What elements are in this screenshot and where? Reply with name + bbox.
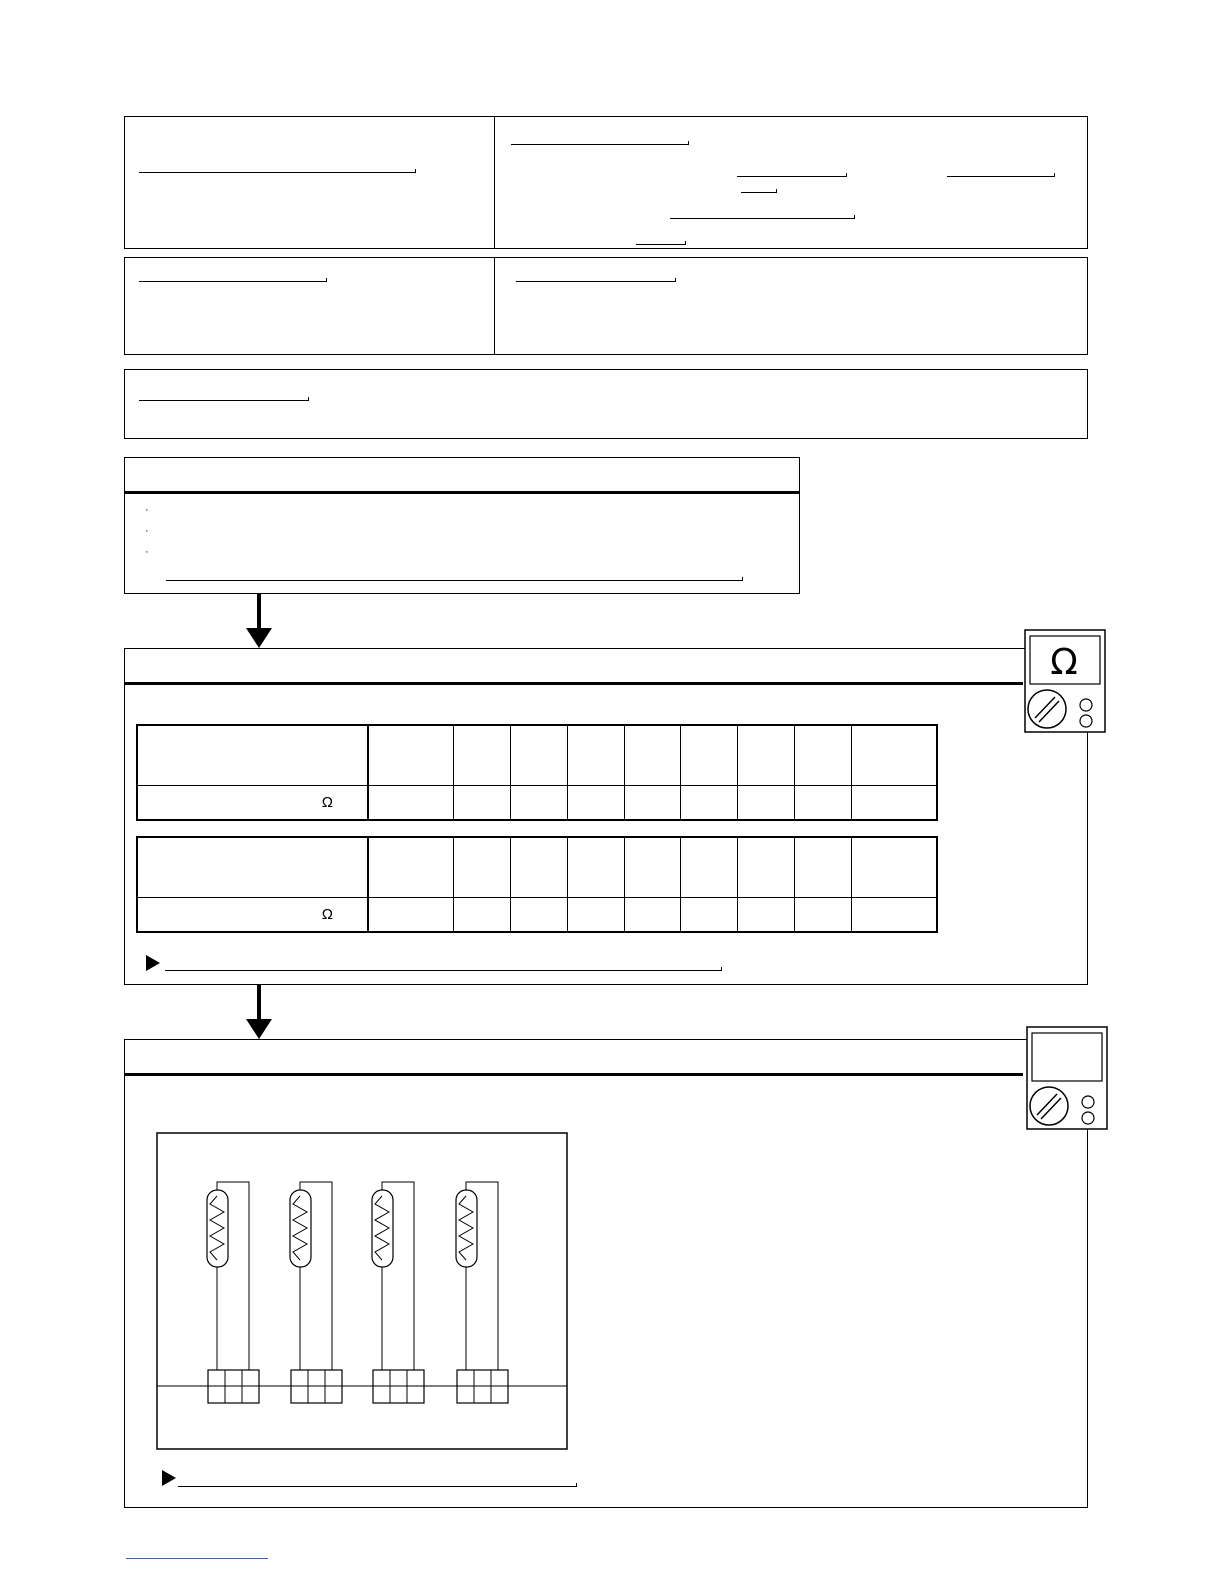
table-cell: [453, 785, 510, 820]
table-cell: [738, 785, 795, 820]
table-cell: [567, 837, 624, 897]
table-cell: [368, 837, 453, 897]
pointer-triangle-icon: [146, 955, 160, 971]
table-cell: [738, 725, 795, 785]
table-cell: [852, 785, 937, 820]
blank-field: [166, 577, 743, 581]
table-cell: [852, 897, 937, 932]
table-cell: [681, 725, 738, 785]
sensor-4: [446, 1180, 516, 1405]
table-cell: [795, 725, 852, 785]
table-cell: [852, 837, 937, 897]
info-block-bottom: [124, 369, 1088, 439]
table-cell: [567, 725, 624, 785]
bullet-dot: ·: [145, 525, 149, 537]
table-cell: [624, 897, 681, 932]
meter-icon: [1026, 1026, 1110, 1132]
table-cell: [368, 725, 453, 785]
bullet-dot: ·: [145, 546, 149, 558]
pointer-triangle-icon: [162, 1470, 176, 1486]
blank-field: [165, 967, 722, 971]
flow-arrow-shaft: [257, 594, 261, 629]
table-cell: [510, 897, 567, 932]
info-block-top: [124, 116, 1088, 249]
table-cell: [510, 725, 567, 785]
step3-header: [125, 1040, 1023, 1076]
sensor-3: [362, 1180, 432, 1405]
resistance-unit-label: Ω: [137, 785, 368, 820]
blank-field: [139, 169, 416, 173]
table-cell: [567, 785, 624, 820]
resistance-table-1: [136, 724, 938, 821]
sensor-2: [280, 1180, 350, 1405]
blank-field: [139, 278, 327, 282]
flow-arrow-head: [246, 1019, 272, 1039]
table-cell: [453, 897, 510, 932]
info-block-middle: [124, 257, 1088, 355]
blank-field: [670, 215, 855, 219]
info-block-divider: [494, 258, 495, 354]
sensor-1: [197, 1180, 267, 1405]
blank-field: [178, 1483, 577, 1487]
table-cell: [624, 725, 681, 785]
step3-box: [124, 1039, 1088, 1508]
table-header-label: [137, 725, 368, 785]
table-cell: [624, 837, 681, 897]
table-header-label: [137, 837, 368, 897]
bullet-dot: ·: [145, 504, 149, 516]
blank-field: [947, 173, 1055, 177]
blank-field: [737, 173, 847, 177]
table-cell: [795, 897, 852, 932]
step2-header: [125, 649, 1023, 685]
resistance-unit-label: Ω: [137, 897, 368, 932]
table-cell: [510, 837, 567, 897]
table-cell: [453, 725, 510, 785]
table-cell: [681, 837, 738, 897]
table-cell: [852, 725, 937, 785]
table-cell: [738, 897, 795, 932]
flow-arrow-shaft: [257, 985, 261, 1020]
flow-arrow-head: [246, 628, 272, 648]
table-cell: [738, 837, 795, 897]
footer-link[interactable]: [126, 1558, 268, 1559]
table-cell: [795, 837, 852, 897]
table-cell: [510, 785, 567, 820]
blank-field: [511, 141, 689, 145]
step1-box: [124, 457, 800, 594]
blank-field: [516, 278, 676, 282]
table-cell: [681, 897, 738, 932]
table-cell: [368, 785, 453, 820]
table-cell: [795, 785, 852, 820]
svg-text:Ω: Ω: [1050, 642, 1078, 683]
step2-box: [124, 648, 1088, 985]
table-cell: [453, 837, 510, 897]
table-cell: [567, 897, 624, 932]
table-cell: [624, 785, 681, 820]
step1-header: [125, 458, 799, 494]
blank-field: [139, 397, 309, 401]
resistance-table-2: [136, 836, 938, 933]
blank-field: [636, 241, 686, 245]
ohmmeter-icon: [1024, 629, 1108, 735]
blank-field: [741, 189, 777, 193]
info-block-divider: [494, 117, 495, 248]
table-cell: [368, 897, 453, 932]
table-cell: [681, 785, 738, 820]
